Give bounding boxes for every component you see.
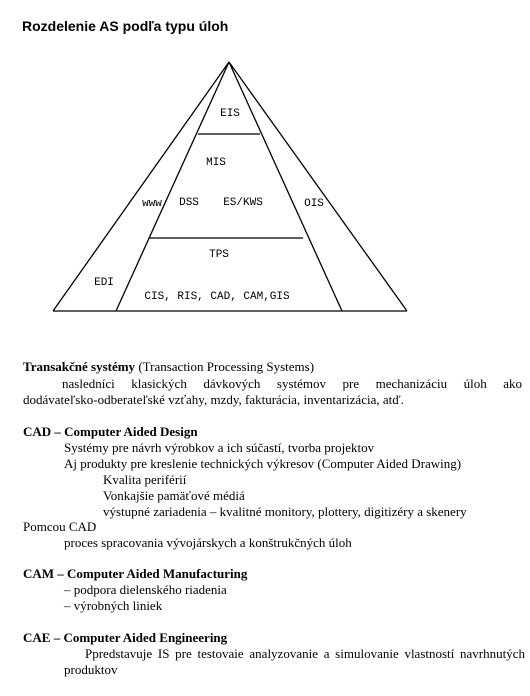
- cad-proces: proces spracovania vývojárskych a konštrukčných úloh: [64, 535, 352, 550]
- cad-line1: Systémy pre návrh výrobkov a ich súčastí, tvorba projektov: [64, 440, 375, 455]
- pyramid-outer-left-edge: [53, 62, 229, 311]
- cad-heading: CAD – Computer Aided Design: [23, 424, 198, 439]
- cad-sub1: Kvalita periférií: [103, 472, 187, 487]
- pyramid-inner-right-edge: [229, 62, 342, 311]
- tps-desc-line1: nasledníci klasických dávkových systémov pre mechanizáciu úloh ako: [62, 376, 522, 391]
- tps-desc-line2: dodávateľsko-odberateľské vzťahy, mzdy, fakturácia, inventarizácia, atď.: [23, 392, 404, 407]
- pyramid-label-eis: EIS: [220, 108, 240, 120]
- cae-heading: CAE – Computer Aided Engineering: [23, 630, 228, 645]
- is-pyramid-diagram: [0, 0, 530, 320]
- pyramid-label-www: www: [142, 198, 162, 210]
- tps-heading: Transakčné systémy: [23, 359, 136, 374]
- cad-pomocou: Pomcou CAD: [23, 519, 97, 534]
- pyramid-label-es-kws: ES/KWS: [223, 197, 263, 209]
- page-title: Rozdelenie AS podľa typu úloh: [22, 18, 229, 34]
- pyramid-label-edi: EDI: [94, 277, 114, 289]
- pyramid-label-ois: OIS: [304, 198, 324, 210]
- pyramid-inner-left-edge: [116, 62, 229, 311]
- pyramid-label-tps: TPS: [209, 249, 229, 261]
- pyramid-label-dss: DSS: [179, 197, 199, 209]
- pyramid-outer-right-edge: [229, 62, 407, 311]
- cad-sub2: Vonkajšie pamäťové médiá: [103, 488, 245, 503]
- cae-line1: Ppredstavuje IS pre testovaie analyzovanie a simulovanie vlastností navrhnutých: [85, 646, 525, 661]
- cam-item1: – podpora dielenského riadenia: [64, 582, 227, 597]
- cad-sub3: výstupné zariadenia – kvalitné monitory, plottery, digitizéry a skenery: [103, 504, 467, 519]
- pyramid-label-mis: MIS: [206, 157, 226, 169]
- cam-heading: CAM – Computer Aided Manufacturing: [23, 566, 248, 581]
- cam-item2: – výrobných liniek: [64, 598, 163, 613]
- cae-line2: produktov: [64, 662, 118, 677]
- cad-line2: Aj produkty pre kreslenie technických výkresov (Computer Aided Drawing): [64, 456, 462, 471]
- tps-heading-rest: (Transaction Processing Systems): [135, 359, 315, 374]
- tps-heading-line: [23, 359, 314, 375]
- pyramid-label-bottom: CIS, RIS, CAD, CAM,GIS: [144, 291, 290, 303]
